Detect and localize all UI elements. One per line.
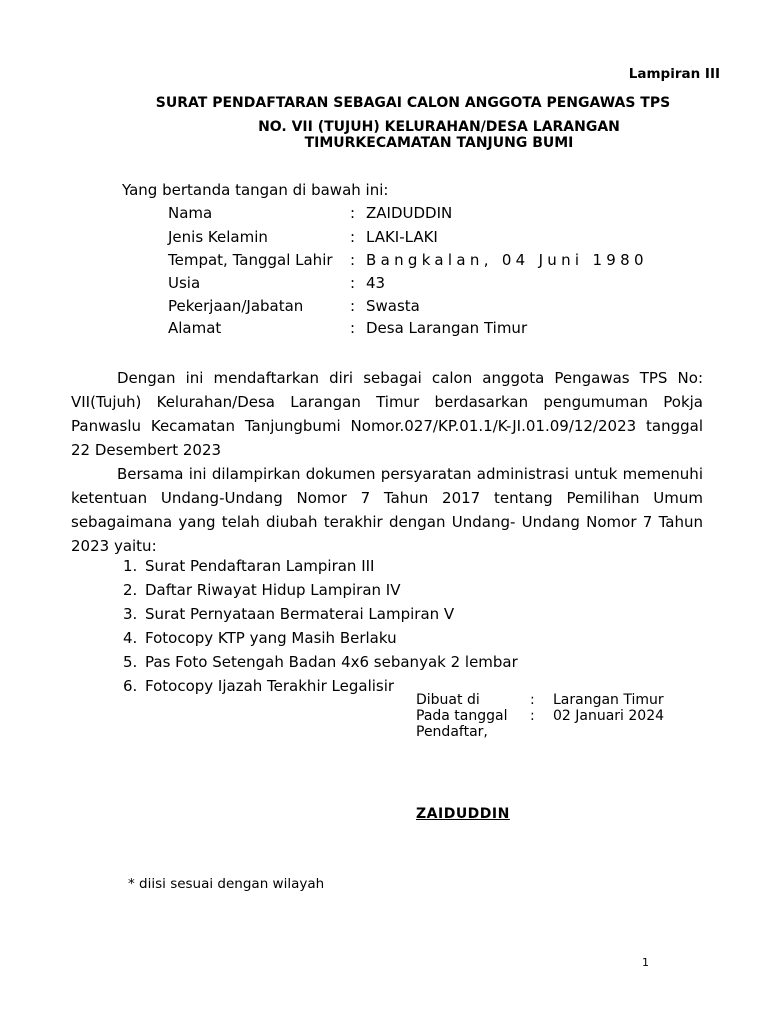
page-number: 1 xyxy=(642,956,649,969)
attachment-label: Lampiran III xyxy=(628,66,720,82)
field-colon: : xyxy=(350,297,356,315)
document-title: SURAT PENDAFTARAN SEBAGAI CALON ANGGOTA PENGAWAS TPS xyxy=(155,95,671,111)
document-subtitle-line2: TIMURKECAMATAN TANJUNG BUMI xyxy=(304,135,574,151)
list-number: 3. xyxy=(123,605,138,623)
field-colon: : xyxy=(350,319,356,337)
field-colon: : xyxy=(350,274,356,292)
date-colon: : xyxy=(530,708,535,724)
registrant-label: Pendaftar, xyxy=(416,724,488,740)
list-text: Surat Pernyataan Bermaterai Lampiran V xyxy=(145,605,455,623)
list-number: 5. xyxy=(123,653,138,671)
list-number: 6. xyxy=(123,677,138,695)
body-paragraph xyxy=(71,366,703,462)
field-label-age: Usia xyxy=(168,274,201,292)
list-text: Fotocopy Ijazah Terakhir Legalisir xyxy=(145,677,395,695)
signer-name: ZAIDUDDIN xyxy=(416,806,510,822)
body-paragraph xyxy=(71,462,703,558)
list-text: Surat Pendaftaran Lampiran III xyxy=(145,557,375,575)
list-item xyxy=(123,554,518,578)
footnote: * diisi sesuai dengan wilayah xyxy=(128,876,325,892)
place-value: Larangan Timur xyxy=(553,692,664,708)
date-value: 02 Januari 2024 xyxy=(553,708,665,724)
list-text: Pas Foto Setengah Badan 4x6 sebanyak 2 lembar xyxy=(145,653,518,671)
list-item xyxy=(123,650,518,674)
intro-text: Yang bertanda tangan di bawah ini: xyxy=(122,181,389,199)
list-number: 2. xyxy=(123,581,138,599)
list-item xyxy=(123,626,518,650)
field-label-gender: Jenis Kelamin xyxy=(168,228,268,246)
place-colon: : xyxy=(530,692,535,708)
field-value-birth: Bangkalan, 04 Juni 1980 xyxy=(366,251,648,269)
field-colon: : xyxy=(350,204,356,222)
field-label-address: Alamat xyxy=(168,319,222,337)
field-label-name: Nama xyxy=(168,204,213,222)
list-text: Daftar Riwayat Hidup Lampiran IV xyxy=(145,581,401,599)
list-item xyxy=(123,578,518,602)
field-colon: : xyxy=(350,228,356,246)
document-list xyxy=(123,554,518,698)
place-label: Dibuat di xyxy=(416,692,480,708)
field-value-gender: LAKI-LAKI xyxy=(366,228,438,246)
list-item xyxy=(123,602,518,626)
field-value-age: 43 xyxy=(366,274,386,292)
list-number: 1. xyxy=(123,557,138,575)
paragraph-text: Dengan ini mendaftarkan diri sebagai calon anggota Pengawas TPS No: VII(Tujuh) Kelurahan/Desa Larangan Timur berdasarkan pengumuman Pokja Panwaslu Kecamatan Tanjungbumi Nomor.027/KP.01.1/K-JI.01.09/12/2023 tanggal 22 Desembert 2023 xyxy=(71,369,703,459)
field-value-name: ZAIDUDDIN xyxy=(366,204,453,222)
field-colon: : xyxy=(350,251,356,269)
paragraph-text: Bersama ini dilampirkan dokumen persyaratan administrasi untuk memenuhi ketentuan Undang-Undang Nomor 7 Tahun 2017 tentang Pemilihan Umum sebagaimana yang telah diubah terakhir dengan Undang- Undang Nomor 7 Tahun 2023 yaitu: xyxy=(71,465,703,555)
field-value-occupation: Swasta xyxy=(366,297,420,315)
field-value-address: Desa Larangan Timur xyxy=(366,319,528,337)
field-label-birth: Tempat, Tanggal Lahir xyxy=(168,251,333,269)
document-subtitle-line1: NO. VII (TUJUH) KELURAHAN/DESA LARANGAN xyxy=(258,119,620,135)
list-text: Fotocopy KTP yang Masih Berlaku xyxy=(145,629,397,647)
list-number: 4. xyxy=(123,629,138,647)
date-label: Pada tanggal xyxy=(416,708,508,724)
field-label-occupation: Pekerjaan/Jabatan xyxy=(168,297,304,315)
